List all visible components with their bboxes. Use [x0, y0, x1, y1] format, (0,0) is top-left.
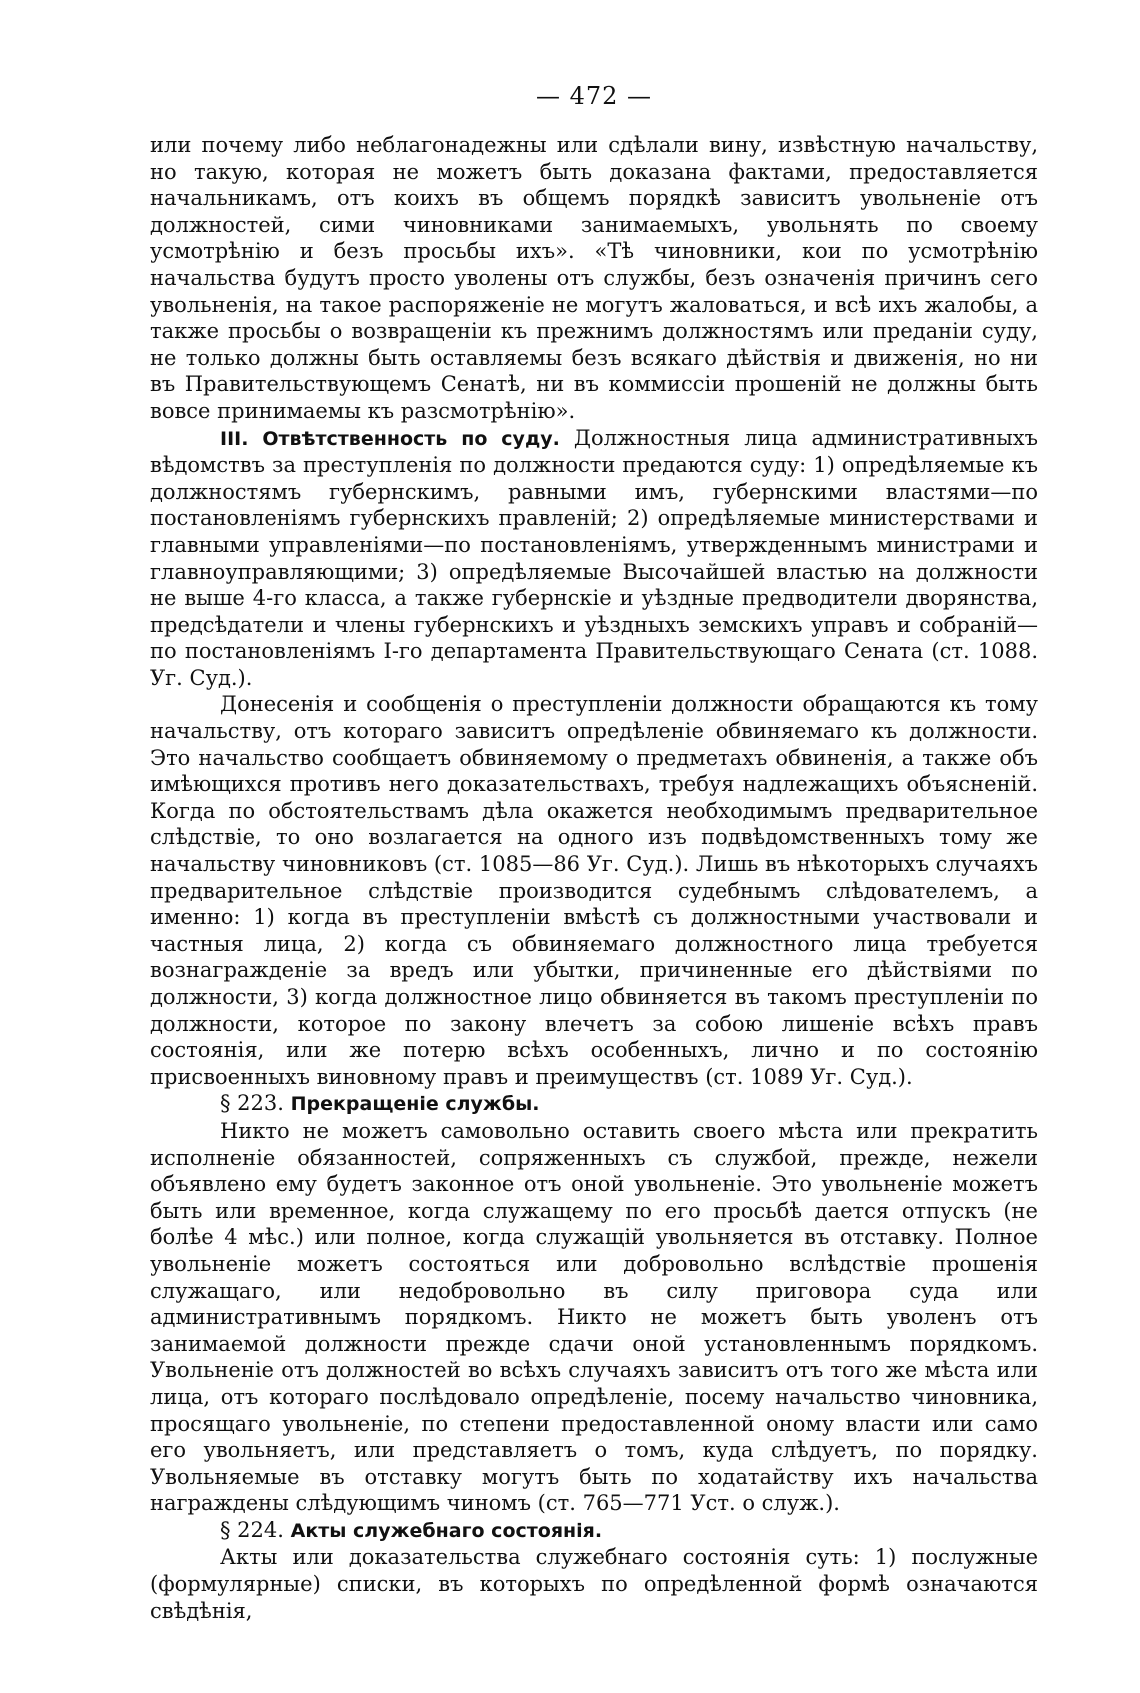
paragraph-service-acts: Акты или доказательства служебнаго состоянія суть: 1) послужные (формулярные) списки, въ которыхъ по опредѣленной формѣ означаются свѣдѣнія,	[150, 1545, 1038, 1623]
paragraph-responsibility-text: Должностныя лица административныхъ вѣдомствъ за преступленія по должности предаются суду: 1) опредѣляемые къ должностямъ губернскимъ, равными имъ, губернскими властями—по постановленіямъ губернскихъ правленій; 2) опредѣляемые министерствами и главными управленіями—по постановленіямъ, утвержденнымъ министрами и главноуправляющими; 3) опредѣляемые Высочайшей властью на должности не выше 4-го класса, а также губернскіе и уѣздные предводители дворянства, предсѣдатели и члены губернскихъ и уѣздныхъ земскихъ управъ и собраній—по постановленіямъ I-го департамента Правительствующаго Сената (ст. 1088. Уг. Суд.).	[150, 425, 1038, 690]
section-223-number: § 223.	[220, 1091, 291, 1116]
section-heading-responsibility: III. Отвѣтственность по суду.	[220, 427, 560, 450]
section-223-heading	[150, 1090, 1038, 1118]
section-224-title: Акты служебнаго состоянія.	[290, 1519, 603, 1542]
paragraph-responsibility	[150, 425, 1038, 692]
section-224-heading	[150, 1517, 1038, 1545]
paragraph-termination: Никто не можетъ самовольно оставить своего мѣста или прекратить исполненіе обязанностей, сопряженныхъ съ службой, прежде, нежели объявлено ему будетъ законное отъ оной увольненіе. Это увольненіе можетъ быть или временное, когда служащему по его просьбѣ дается отпускъ (не болѣе 4 мѣс.) или полное, когда служащій увольняется въ отставку. Полное увольненіе можетъ состояться или добровольно вслѣдствіе прошенія служащаго, или недобровольно въ силу приговора суда или административнымъ порядкомъ. Никто не можетъ быть уволенъ отъ занимаемой должности прежде сдачи оной установленнымъ порядкомъ. Увольненіе отъ должностей во всѣхъ случаяхъ зависитъ отъ того же мѣста или лица, отъ котораго послѣдовало опредѣленіе, посему начальство чиновника, просящаго увольненіе, по степени предоставленной оному власти или само его увольняетъ, или представляетъ о томъ, куда слѣдуетъ, по порядку. Увольняемые въ отставку могутъ быть по ходатайству ихъ начальства награждены слѣдующимъ чиномъ (ст. 765—771 Уст. о служ.).	[150, 1118, 1038, 1516]
section-223-title: Прекращеніе службы.	[290, 1093, 540, 1116]
section-224-number: § 224.	[220, 1517, 291, 1542]
paragraph-reports: Донесенія и сообщенія о преступленіи должности обращаются къ тому начальству, отъ котораго зависитъ опредѣленіе обвиняемаго къ должности. Это начальство сообщаетъ обвиняемому о предметахъ обвиненія, а также объ имѣющихся противъ него доказательствахъ, требуя надлежащихъ объясненій. Когда по обстоятельствамъ дѣла окажется необходимымъ предварительное слѣдствіе, то оно возлагается на одного изъ подвѣдомственныхъ тому же начальству чиновниковъ (ст. 1085—86 Уг. Суд.). Лишь въ нѣкоторыхъ случаяхъ предварительное слѣдствіе производится судебнымъ слѣдователемъ, а именно: 1) когда въ преступленіи вмѣстѣ съ должностными участвовали и частныя лица, 2) когда съ обвиняемаго должностного лица требуется вознагражденіе за вредъ или убытки, причиненные его дѣйствіями по должности, 3) когда должностное лицо обвиняется въ такомъ преступленіи по должности, которое по закону влечетъ за собою лишеніе всѣхъ правъ состоянія, или же потерю всѣхъ особенныхъ, лично и по состоянію присвоенныхъ виновному правъ и преимуществъ (ст. 1089 Уг. Суд.).	[150, 692, 1038, 1089]
paragraph-continuation: или почему либо неблагонадежны или сдѣлали вину, извѣстную начальству, но такую, которая не можетъ быть доказана фактами, предоставляется начальникамъ, отъ коихъ въ общемъ порядкѣ зависитъ увольненіе отъ должностей, сими чиновниками занимаемыхъ, увольнять по своему усмотрѣнію и безъ просьбы ихъ». «Тѣ чиновники, кои по усмотрѣнію начальства будутъ просто уволены отъ службы, безъ означенія причинъ сего увольненія, на такое распоряженіе не могутъ жаловаться, и всѣ ихъ жалобы, а также просьбы о возвращеніи къ прежнимъ должностямъ или преданіи суду, не только должны быть оставляемы безъ всякаго дѣйствія и движенія, но ни въ Правительствующемъ Сенатѣ, ни въ коммиссіи прошеній не должны быть вовсе принимаемы къ разсмотрѣнію».	[150, 133, 1038, 423]
page-number: — 472 —	[535, 82, 653, 110]
document-page	[150, 78, 1038, 1624]
